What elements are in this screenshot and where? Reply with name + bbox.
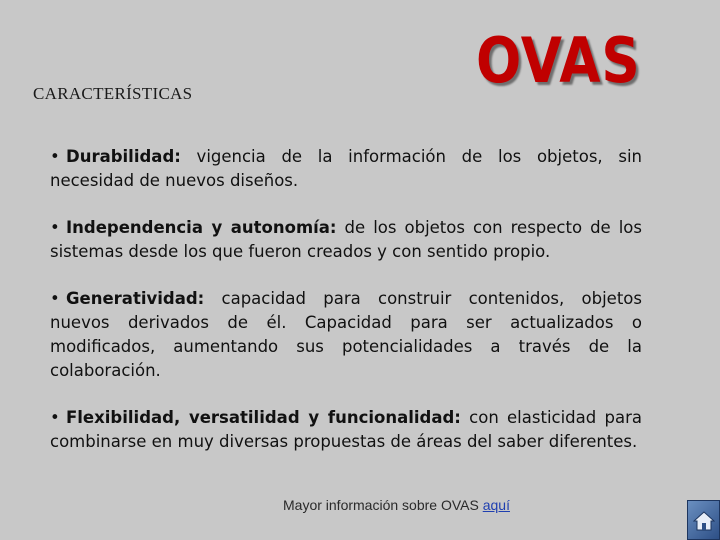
item-term: Durabilidad:: [66, 147, 181, 166]
item-text: con elasticidad para combinarse en muy diversas propuestas de áreas del saber diferentes.: [50, 408, 642, 451]
footer-more-info: [283, 497, 510, 513]
item-text: de los objetos con respecto de los sistemas desde los que fueron creados y con sentido propio.: [50, 218, 642, 261]
item-term: Independencia y autonomía:: [66, 218, 337, 237]
bullet: •: [50, 408, 60, 427]
list-item-independencia: [50, 216, 642, 264]
slide-subtitle: CARACTERÍSTICAS: [33, 84, 193, 103]
home-icon: [693, 511, 715, 531]
item-text: vigencia de la información de los objetos, sin necesidad de nuevos diseños.: [50, 147, 642, 190]
bullet: •: [50, 147, 60, 166]
item-term: Generatividad:: [66, 289, 205, 308]
list-item-durabilidad: [50, 145, 642, 193]
home-button[interactable]: [687, 500, 720, 540]
bullet: •: [50, 218, 60, 237]
slide-title: OVAS: [476, 24, 641, 97]
footer-link[interactable]: aquí: [482, 497, 510, 513]
item-term: Flexibilidad, versatilidad y funcionalidad:: [66, 408, 461, 427]
list-item-generatividad: [50, 287, 642, 383]
item-text: capacidad para construir contenidos, objetos nuevos derivados de él. Capacidad para ser actualizados o modificados, aumentando sus potencialidades a través de la colaboración.: [50, 289, 642, 380]
footer-text: Mayor información sobre OVAS: [283, 497, 483, 513]
list-item-flexibilidad: [50, 406, 642, 454]
content-list: [50, 145, 642, 477]
bullet: •: [50, 289, 60, 308]
